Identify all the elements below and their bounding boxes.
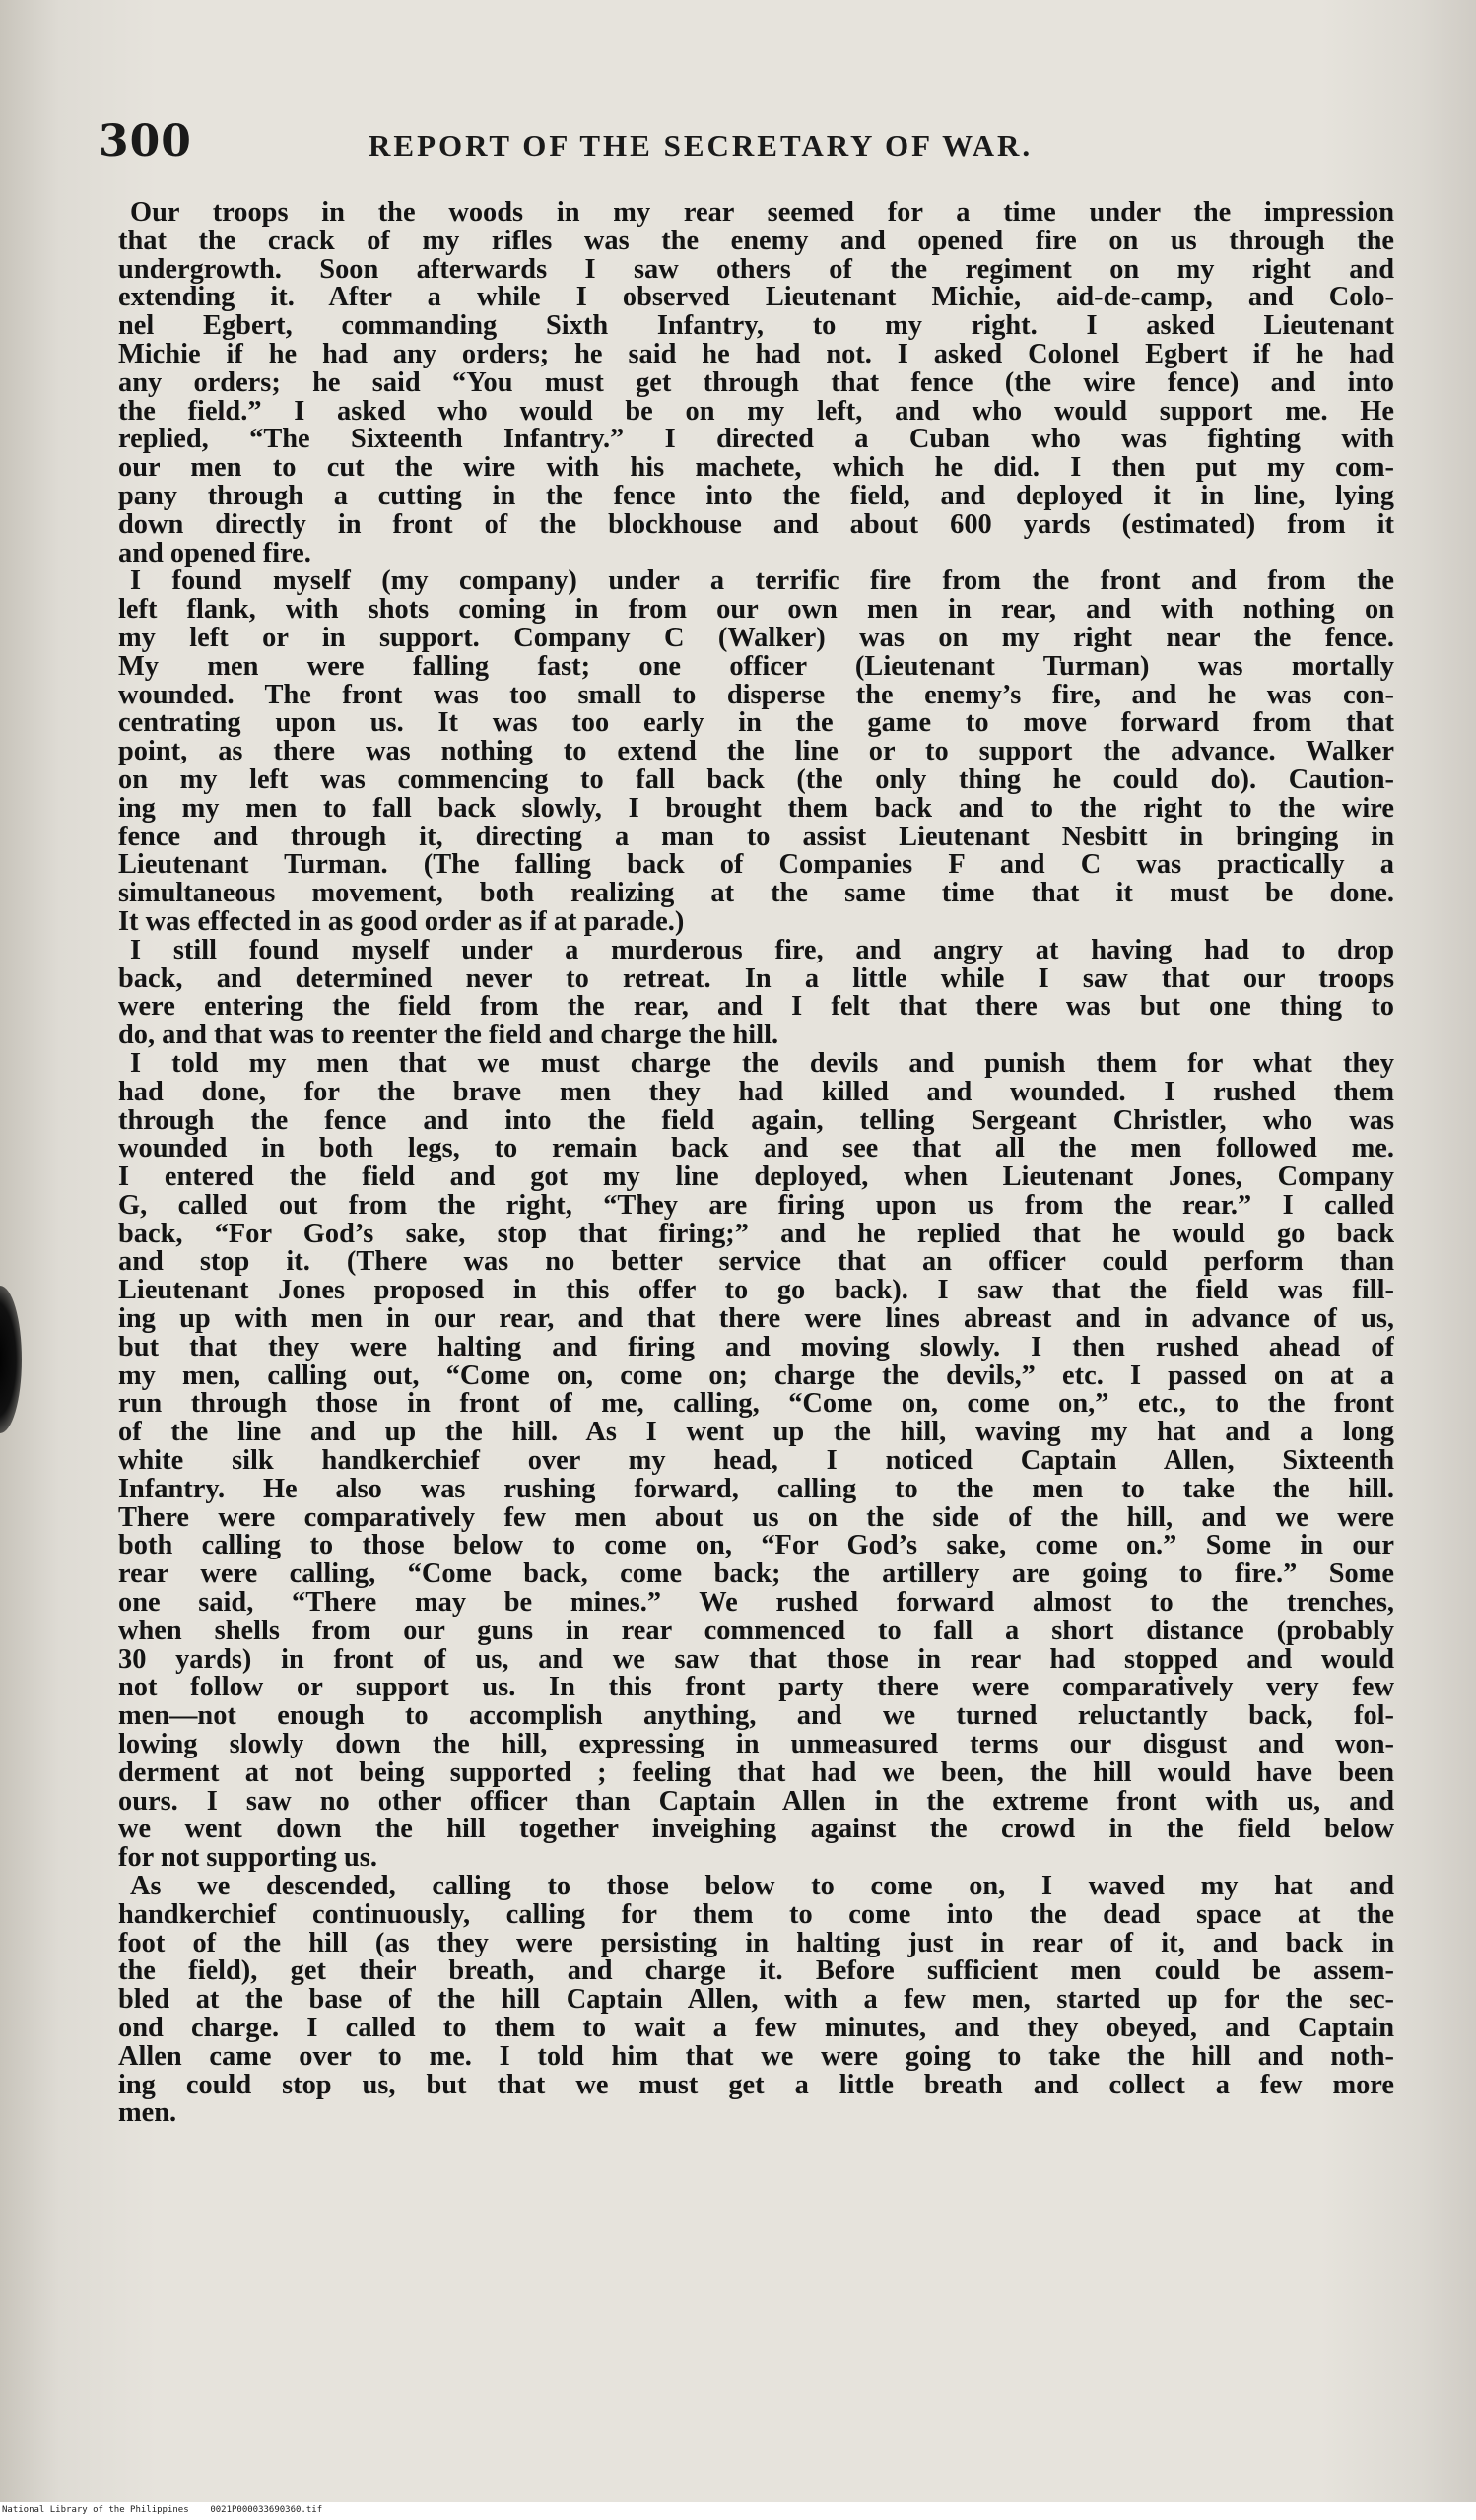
text-line: back, and determined never to retreat. In a little while I saw that our troops [118,964,1394,994]
text-line: men. [118,2099,177,2129]
text-line: not follow or support us. In this front party there were comparatively very few [118,1674,1394,1703]
text-line: the field), get their breath, and charge it. Before sufficient men could be assem- [118,1957,1394,1987]
text-line: Lieutenant Turman. (The falling back of Companies F and C was practically a [118,851,1394,881]
text-line: bled at the base of the hill Captain Allen, with a few men, started up for the sec- [118,1986,1394,2015]
page-header [99,116,1379,175]
text-line: centrating upon us. It was too early in the game to move forward from that [118,709,1394,739]
text-line: our men to cut the wire with his machete, which he did. I then put my com- [118,454,1394,483]
text-line: men—not enough to accomplish anything, and we turned reluctantly back, fol- [118,1702,1394,1732]
text-line: undergrowth. Soon afterwards I saw others of the regiment on my right and [118,255,1394,285]
text-line: my men, calling out, “Come on, come on; charge the devils,” etc. I passed on at a [118,1361,1394,1391]
text-line: that the crack of my rifles was the enemy and opened fire on us through the [118,227,1394,256]
text-line: Allen came over to me. I told him that we were going to take the hill and noth- [118,2042,1394,2072]
text-line: down directly in front of the blockhouse and about 600 yards (estimated) from it [118,510,1394,540]
text-line: but that they were halting and firing and moving slowly. I then rushed ahead of [118,1333,1394,1362]
text-line: run through those in front of me, calling, “Come on, come on,” etc., to the front [118,1390,1394,1420]
text-line: fence and through it, directing a man to assist Lieutenant Nesbitt in bringing in [118,823,1394,852]
text-line: G, called out from the right, “They are firing upon us from the rear.” I called [118,1191,1394,1221]
text-line: replied, “The Sixteenth Infantry.” I directed a Cuban who was fighting with [118,426,1394,455]
text-line: ing my men to fall back slowly, I brought them back and to the right to the wire [118,794,1394,824]
text-line: ing could stop us, but that we must get a little breath and collect a few more [118,2071,1394,2100]
paragraph [118,937,1394,1050]
text-line: do, and that was to reenter the field and charge the hill. [118,1022,779,1050]
text-line: wounded in both legs, to remain back and see that all the men followed me. [118,1135,1394,1164]
text-line: Infantry. He also was rushing forward, calling to the men to take the hill. [118,1475,1394,1504]
text-line: were entering the field from the rear, and I felt that there was but one thing to [118,993,1394,1023]
text-line: through the fence and into the field again, telling Sergeant Christler, who was [118,1106,1394,1136]
text-line: my left or in support. Company C (Walker) was on my right near the fence. [118,624,1394,653]
text-line: had done, for the brave men they had killed and wounded. I rushed them [118,1078,1394,1107]
text-line: white silk handkerchief over my head, I noticed Captain Allen, Sixteenth [118,1447,1394,1476]
paragraph [118,199,1394,567]
text-line: Lieutenant Jones proposed in this offer to go back). I saw that the field was fill- [118,1277,1394,1306]
text-line: on my left was commencing to fall back (the only thing he could do). Caution- [118,765,1394,795]
text-line: any orders; he said “You must get through that fence (the wire fence) and into [118,368,1394,398]
text-line: I told my men that we must charge the devils and punish them for what they [130,1049,1394,1079]
text-line: when shells from our guns in rear commenced to fall a short distance (probably [118,1617,1394,1646]
text-line: As we descended, calling to those below to come on, I waved my hat and [130,1873,1394,1901]
text-line: My men were falling fast; one officer (Lieutenant Turman) was mortally [118,652,1394,682]
text-line: There were comparatively few men about us on the side of the hill, and we were [118,1503,1394,1533]
text-line: wounded. The front was too small to disperse the enemy’s fire, and he was con- [118,681,1394,710]
text-line: rear were calling, “Come back, come back; the artillery are going to fire.” Some [118,1560,1394,1590]
text-line: and opened fire. [118,539,311,568]
text-line: 30 yards) in front of us, and we saw that those in rear had stopped and would [118,1645,1394,1675]
page-number: 300 [99,116,192,166]
text-line: both calling to those below to come on, “For God’s sake, come on.” Some in our [118,1532,1394,1561]
text-line: back, “For God’s sake, stop that firing;” and he replied that he would go back [118,1220,1394,1249]
text-line: and stop it. (There was no better service that an officer could perform than [118,1248,1394,1278]
scan-footer: National Library of the Philippines 0021P000033690360.tif [2,2505,323,2515]
text-line: Michie if he had any orders; he said he had not. I asked Colonel Egbert if he had [118,340,1394,369]
text-line: I found myself (my company) under a terrific fire from the front and from the [130,567,1394,597]
text-line: one said, “There may be mines.” We rushed forward almost to the trenches, [118,1589,1394,1618]
text-line: It was effected in as good order as if at parade.) [118,907,685,937]
running-head: REPORT OF THE SECRETARY OF WAR. [369,128,1034,163]
text-line: I entered the field and got my line deployed, when Lieutenant Jones, Company [118,1163,1394,1192]
text-line: simultaneous movement, both realizing at the same time that it must be done. [118,880,1394,908]
text-line: point, as there was nothing to extend the line or to support the advance. Walker [118,738,1394,766]
paragraph [118,1873,1394,2128]
text-line: I still found myself under a murderous fire, and angry at having had to drop [130,936,1394,965]
text-line: derment at not being supported ; feeling that had we been, the hill would have been [118,1758,1394,1788]
text-line: extending it. After a while I observed Lieutenant Michie, aid-de-camp, and Colo- [118,284,1394,313]
text-line: ond charge. I called to them to wait a few minutes, and they obeyed, and Captain [118,2015,1394,2043]
text-line: nel Egbert, commanding Sixth Infantry, to my right. I asked Lieutenant [118,312,1394,341]
text-line: ing up with men in our rear, and that there were lines abreast and in advance of us, [118,1305,1394,1334]
text-line: of the line and up the hill. As I went up the hill, waving my hat and a long [118,1419,1394,1448]
paragraph [118,567,1394,936]
paragraph [118,1050,1394,1873]
text-line: foot of the hill (as they were persisting in halting just in rear of it, and back in [118,1929,1394,1958]
body-text [118,199,1394,2128]
text-line: for not supporting us. [118,1844,377,1874]
text-line: the field.” I asked who would be on my left, and who would support me. He [118,397,1394,427]
text-line: handkerchief continuously, calling for them to come into the dead space at the [118,1900,1394,1930]
text-line: we went down the hill together inveighing against the crowd in the field below [118,1816,1394,1845]
text-line: ours. I saw no other officer than Captain Allen in the extreme front with us, and [118,1787,1394,1817]
text-line: left flank, with shots coming in from our own men in rear, and with nothing on [118,596,1394,625]
text-line: lowing slowly down the hill, expressing in unmeasured terms our disgust and won- [118,1731,1394,1759]
text-line: pany through a cutting in the fence into the field, and deployed it in line, lying [118,482,1394,511]
text-line: Our troops in the woods in my rear seemed for a time under the impression [130,199,1394,228]
